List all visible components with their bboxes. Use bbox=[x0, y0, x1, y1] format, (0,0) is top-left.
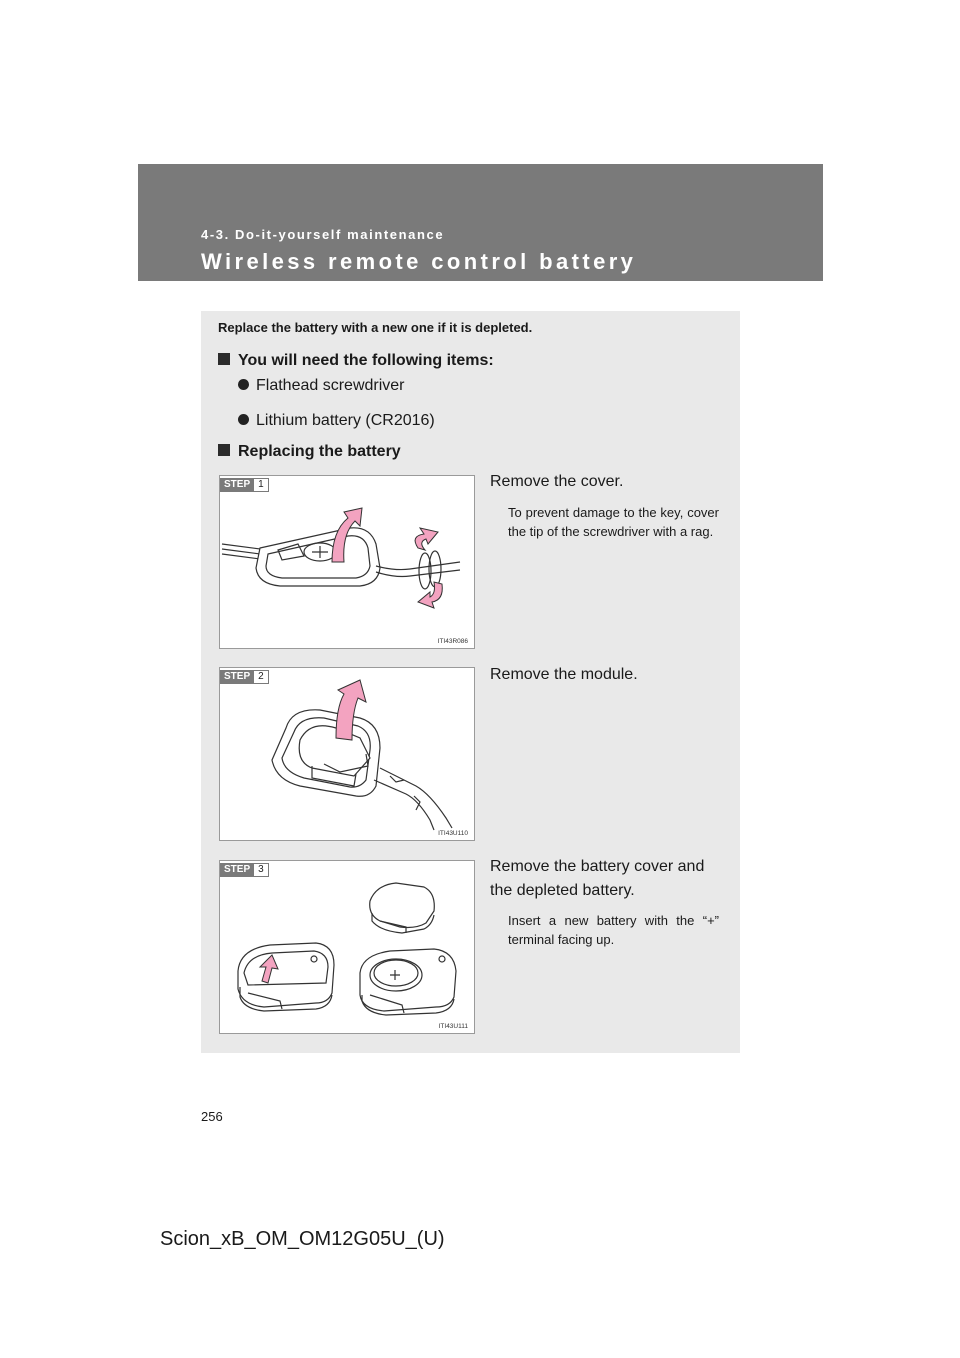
items-heading-label: You will need the following items: bbox=[238, 352, 494, 369]
section-label: 4-3. Do-it-yourself maintenance bbox=[201, 227, 445, 242]
figure-code: ITI43U111 bbox=[438, 1023, 468, 1030]
step-number: 3 bbox=[254, 863, 269, 877]
step-3-text: Remove the battery cover and the depleted battery. bbox=[490, 858, 705, 899]
round-bullet-icon bbox=[238, 379, 249, 390]
battery-replacement-illustration bbox=[220, 861, 474, 1033]
step-2-figure bbox=[219, 667, 475, 841]
figure-code: ITI43R086 bbox=[437, 638, 468, 645]
square-bullet-icon bbox=[218, 353, 230, 365]
intro-text: Replace the battery with a new one if it is depleted. bbox=[218, 320, 533, 335]
step-badge bbox=[220, 863, 269, 877]
replacing-heading-label: Replacing the battery bbox=[238, 443, 401, 460]
step-3-note: Insert a new battery with the “+” terminal facing up. bbox=[508, 913, 719, 947]
list-item bbox=[238, 412, 435, 430]
step-1-note: To prevent damage to the key, cover the tip of the screwdriver with a rag. bbox=[508, 505, 719, 539]
square-bullet-icon bbox=[218, 444, 230, 456]
item-label: Flathead screwdriver bbox=[256, 377, 405, 394]
figure-code: ITI43U110 bbox=[438, 830, 468, 837]
step-2-text: Remove the module. bbox=[490, 666, 638, 683]
items-heading bbox=[218, 352, 494, 370]
list-item bbox=[238, 377, 405, 395]
step-word: STEP bbox=[220, 670, 254, 684]
module-removal-illustration bbox=[220, 668, 474, 840]
item-label: Lithium battery (CR2016) bbox=[256, 412, 435, 429]
step-word: STEP bbox=[220, 478, 254, 492]
step-3-figure bbox=[219, 860, 475, 1034]
step-1-figure bbox=[219, 475, 475, 649]
replacing-heading bbox=[218, 443, 401, 461]
step-number: 2 bbox=[254, 670, 269, 684]
document-footer: Scion_xB_OM_OM12G05U_(U) bbox=[160, 1228, 445, 1250]
round-bullet-icon bbox=[238, 414, 249, 425]
key-cover-removal-illustration bbox=[220, 476, 474, 648]
step-badge bbox=[220, 478, 269, 492]
step-1-text: Remove the cover. bbox=[490, 473, 624, 490]
step-word: STEP bbox=[220, 863, 254, 877]
page-number: 256 bbox=[201, 1109, 223, 1124]
step-badge bbox=[220, 670, 269, 684]
page-title: Wireless remote control battery bbox=[201, 249, 637, 274]
step-number: 1 bbox=[254, 478, 269, 492]
